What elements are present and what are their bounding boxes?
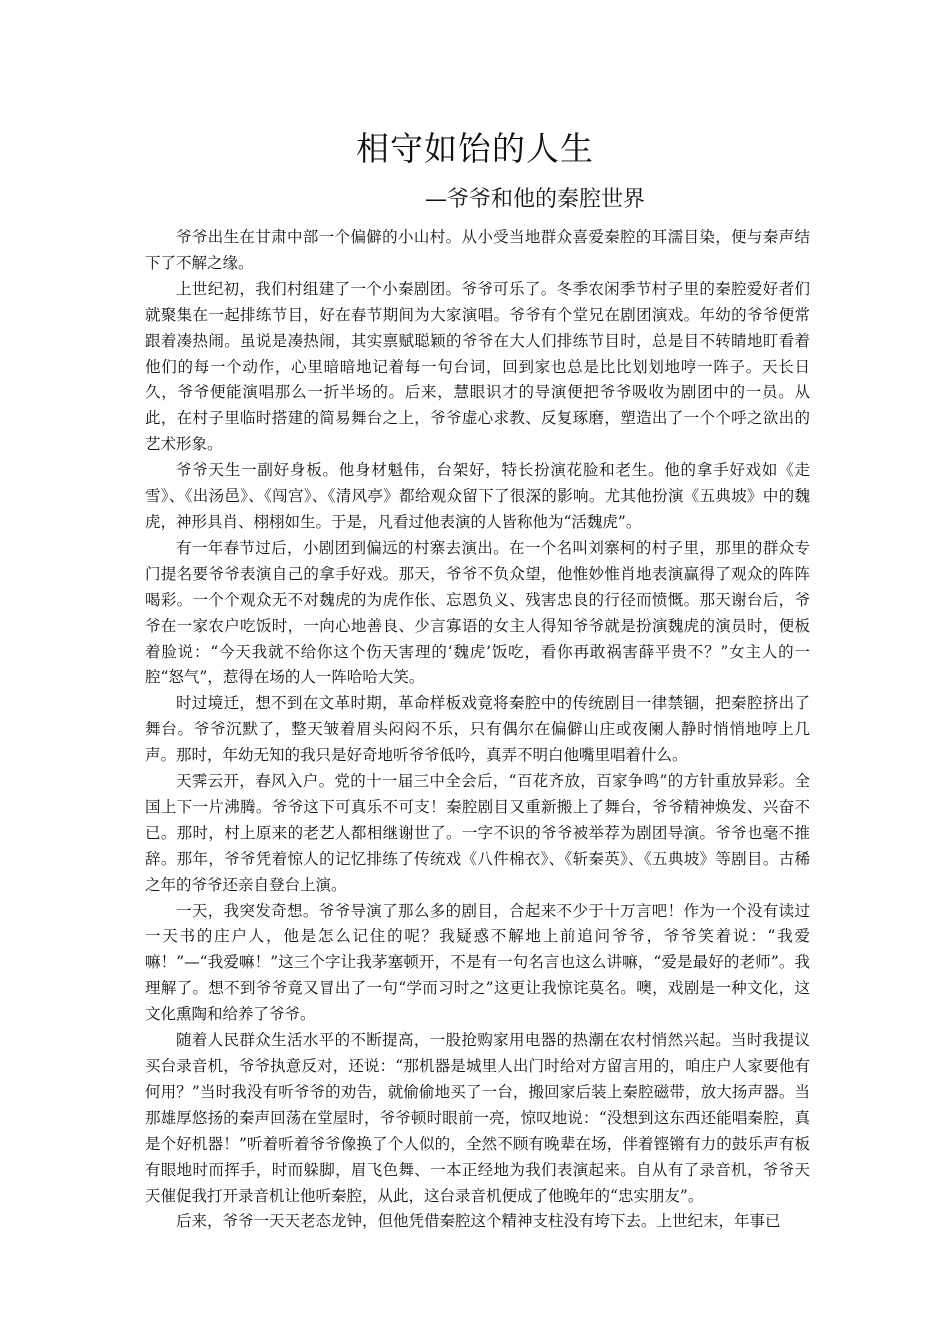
paragraph: 有一年春节过后，小剧团到偏远的村寨去演出。在一个名叫刘寨柯的村子里，那里的群众专门提名要爷爷表演自己的拿手好戏。那天，爷爷不负众望，他惟妙惟肖地表演赢得了观众的阵阵喝彩。一个个观众无不对魏虎的为虎作伥、忘恩负义、残害忠良的行径而愤慨。那天谢台后，爷爷在一家农户吃饭时，一向心地善良、少言寡语的女主人得知爷爷就是扮演魏虎的演员时，便板着脸说：“今天我就不给你这个伤天害理的‘魏虎’饭吃，看你再敢祸害薛平贵不？”女主人的一腔“怒气”，惹得在场的人一阵哈哈大笑。: [145, 538, 810, 687]
document-title: 相守如饴的人生: [356, 129, 594, 168]
paragraph: 爷爷天生一副好身板。他身材魁伟，台架好，特长扮演花脸和老生。他的拿手好戏如《走雪》、《出汤邑》、《闯宫》、《清风亭》都给观众留下了很深的影响。尤其他扮演《五典坡》中的魏虎，神形具肖、栩栩如生。于是，凡看过他表演的人皆称他为“活魏虎”。: [145, 461, 810, 531]
paragraph: 随着人民群众生活水平的不断提高，一股抢购家用电器的热潮在农村悄然兴起。当时我提议买台录音机，爷爷执意反对，还说：“那机器是城里人出门时给对方留言用的，咱庄户人家要他有何用？”当时我没有听爷爷的劝告，就偷偷地买了一台，搬回家后装上秦腔磁带，放大扬声器。当那雄厚悠扬的秦声回荡在堂屋时，爷爷顿时眼前一亮，惊叹地说：“没想到这东西还能唱秦腔，真是个好机器！”听着听着爷爷像换了个人似的，全然不顾有晚辈在场，伴着铿锵有力的鼓乐声有板有眼地时而挥手，时而躲脚，眉飞色舞、一本正经地为我们表演起来。自从有了录音机，爷爷天天催促我打开录音机让他听秦腔，从此，这台录音机便成了他晚年的“忠实朋友”。: [145, 1031, 810, 1205]
paragraph: 后来，爷爷一天天老态龙钟，但他凭借秦腔这个精神支柱没有垮下去。上世纪末，年事已: [176, 1212, 781, 1231]
document-body: [145, 225, 810, 1235]
paragraph: 上世纪初，我们村组建了一个小秦剧团。爷爷可乐了。冬季农闲季节村子里的秦腔爱好者们就聚集在一起排练节目，好在春节期间为大家演唱。爷爷有个堂兄在剧团演戏。年幼的爷爷便常跟着凑热闹。虽说是凑热闹，其实禀赋聪颖的爷爷在大人们排练节目时，总是目不转睛地盯看着他们的每一个动作，心里暗暗地记着每一句台词，回到家也总是比比划划地哼一阵子。天长日久，爷爷便能演唱那么一折半场的。后来，慧眼识才的导演便把爷爷吸收为剧团中的一员。从此，在村子里临时搭建的简易舞台之上，爷爷虚心求教、反复琢磨，塑造出了一个个呼之欲出的艺术形象。: [145, 279, 810, 454]
paragraph: 一天，我突发奇想。爷爷导演了那么多的剧目，合起来不少于十万言吧！作为一个没有读过一天书的庄户人，他是怎么记住的呢？我疑惑不解地上前追问爷爷，爷爷笑着说：“我爱嘛！”—“我爱嘛！”这三个字让我茅塞顿开，不是有一句名言也这么讲嘛，“爱是最好的老师”。我理解了。想不到爷爷竟又冒出了一句“学而习时之”这更让我惊诧莫名。噢，戏剧是一种文化，这文化熏陶和给养了爷爷。: [145, 901, 810, 1024]
paragraph: 天霁云开，春风入户。党的十一届三中全会后，“百花齐放，百家争鸣”的方针重放异彩。全国上下一片沸腾。爷爷这下可真乐不可支！秦腔剧目又重新搬上了舞台，爷爷精神焕发、兴奋不已。那时，村上原来的老艺人都相继谢世了。一字不识的爷爷被举荐为剧团导演。爷爷也毫不推辞。那年，爷爷凭着惊人的记忆排练了传统戏《八件棉衣》、《斩秦英》、《五典坡》等剧目。古稀之年的爷爷还亲自登台上演。: [145, 772, 810, 894]
paragraph: 爷爷出生在甘肃中部一个偏僻的小山村。从小受当地群众喜爱秦腔的耳濡目染，便与秦声结下了不解之缘。: [145, 228, 810, 272]
document-subtitle: —爷爷和他的秦腔世界: [425, 187, 646, 212]
paragraph: 时过境迁，想不到在文革时期，革命样板戏竟将秦腔中的传统剧目一律禁锢，把秦腔挤出了舞台。爷爷沉默了，整天皱着眉头闷闷不乐，只有偶尔在偏僻山庄或夜阑人静时悄悄地哼上几声。那时，年幼无知的我只是好奇地听爷爷低吟，真弄不明白他嘴里唱着什么。: [145, 694, 810, 765]
